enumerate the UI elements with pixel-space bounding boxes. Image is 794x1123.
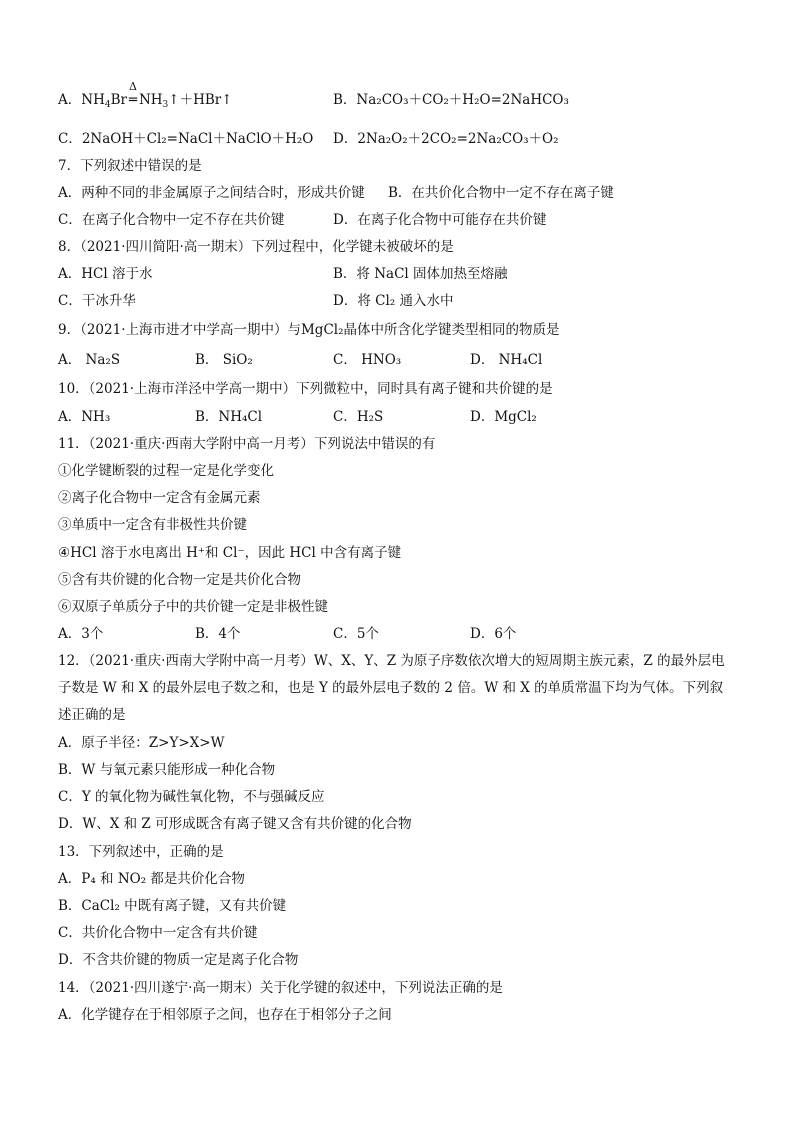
q7-option-a: A．两种不同的非金属原子之间结合时，形成共价键	[58, 185, 365, 201]
q12-option-b: B．W 与氧元素只能形成一种化合物	[58, 762, 276, 778]
q12-option-a: A．原子半径：Z>Y>X>W	[58, 735, 225, 751]
q10-option-c: C．H₂S	[333, 409, 384, 425]
q6-option-d: D．2Na₂O₂＋2CO₂=2Na₂CO₃＋O₂	[333, 131, 559, 147]
heat-equals-sign	[127, 80, 139, 109]
q14-stem: 14．（2021·四川遂宁·高一期末）关于化学键的叙述中，下列说法正确的是	[58, 980, 503, 996]
q9-option-c: C． HNO₃	[333, 352, 402, 368]
q11-option-c: C．5个	[333, 626, 379, 642]
q12-option-d: D．W、X 和 Z 可形成既含有离子键又含有共价键的化合物	[58, 816, 412, 832]
q10-option-a: A．NH₃	[58, 409, 111, 425]
delta-icon: Δ	[128, 80, 137, 93]
q14-option-a: A．化学键存在于相邻原子之间，也存在于相邻分子之间	[58, 1007, 392, 1023]
q12-stem-line-1: 12．（2021·重庆·西南大学附中高一月考）W、X、Y、Z 为原子序数依次增大的短周期主族元素，Z 的最外层电	[58, 653, 725, 669]
q7-option-b: B．在共价化合物中一定不存在离子键	[388, 185, 614, 201]
q12-option-c: C．Y 的氧化物为碱性氧化物，不与强碱反应	[58, 789, 325, 805]
formula-part: Br	[110, 92, 127, 108]
q6-option-a	[58, 80, 233, 110]
q11-statement-4: ④HCl 溶于水电离出 H⁺和 Cl⁻，因此 HCl 中含有离子键	[58, 545, 402, 561]
subscript: 3	[162, 100, 169, 110]
q10-option-d: D．MgCl₂	[470, 409, 537, 425]
q11-statement-1: ①化学键断裂的过程一定是化学变化	[58, 463, 274, 479]
q8-option-b: B．将 NaCl 固体加热至熔融	[333, 266, 508, 282]
q9-option-b: B． SiO₂	[195, 352, 253, 368]
q11-statement-6: ⑥双原子单质分子中的共价键一定是非极性键	[58, 599, 328, 615]
q9-stem: 9．（2021·上海市进才中学高一期中）与MgCl₂晶体中所含化学键类型相同的物质是	[58, 322, 560, 338]
q11-option-b: B．4个	[195, 626, 241, 642]
formula-part: NH	[138, 92, 163, 108]
q8-option-a: A．HCl 溶于水	[58, 266, 153, 282]
equals-sign: ═	[128, 92, 138, 108]
q13-option-c: C．共价化合物中一定含有共价键	[58, 925, 258, 941]
option-label: A．	[58, 92, 82, 108]
q8-option-d: D．将 Cl₂ 通入水中	[333, 293, 454, 309]
q11-option-a: A．3个	[58, 626, 104, 642]
q9-option-a: A． Na₂S	[58, 352, 121, 368]
q13-option-a: A．P₄ 和 NO₂ 都是共价化合物	[58, 871, 245, 887]
q11-option-d: D．6个	[470, 626, 517, 642]
q7-stem: 7．下列叙述中错误的是	[58, 158, 202, 174]
q13-option-b: B．CaCl₂ 中既有离子键，又有共价键	[58, 898, 287, 914]
q13-option-d: D．不含共价键的物质一定是离子化合物	[58, 952, 299, 968]
q8-option-c: C．干冰升华	[58, 293, 136, 309]
formula-part: ↑＋HBr↑	[168, 92, 233, 108]
q11-stem: 11．（2021·重庆·西南大学附中高一月考）下列说法中错误的有	[58, 436, 436, 452]
q11-statement-2: ②离子化合物中一定含有金属元素	[58, 490, 261, 506]
formula-part: NH	[81, 92, 105, 108]
q10-stem: 10．（2021·上海市洋泾中学高一期中）下列微粒中，同时具有离子键和共价键的是	[58, 381, 553, 397]
q6-option-c: C．2NaOH＋Cl₂=NaCl＋NaClO＋H₂O	[58, 131, 314, 147]
q12-stem-line-3: 述正确的是	[58, 707, 126, 723]
q11-statement-5: ⑤含有共价键的化合物一定是共价化合物	[58, 572, 301, 588]
q10-option-b: B．NH₄Cl	[195, 409, 263, 425]
q13-stem: 13．下列叙述中，正确的是	[58, 844, 224, 860]
subscript: 4	[104, 100, 111, 110]
q11-statement-3: ③单质中一定含有非极性共价键	[58, 517, 247, 533]
q9-option-d: D． NH₄Cl	[470, 352, 543, 368]
q12-stem-line-2: 子数是 W 和 X 的最外层电子数之和，也是 Y 的最外层电子数的 2 倍。W 和 X 的单质常温下均为气体。下列叙	[58, 680, 724, 696]
q6-option-b: B．Na₂CO₃＋CO₂＋H₂O=2NaHCO₃	[333, 92, 569, 108]
q8-stem: 8．（2021·四川简阳·高一期末）下列过程中，化学键未被破坏的是	[58, 239, 454, 255]
q7-option-d: D．在离子化合物中可能存在共价键	[333, 212, 547, 228]
q7-option-c: C．在离子化合物中一定不存在共价键	[58, 212, 285, 228]
